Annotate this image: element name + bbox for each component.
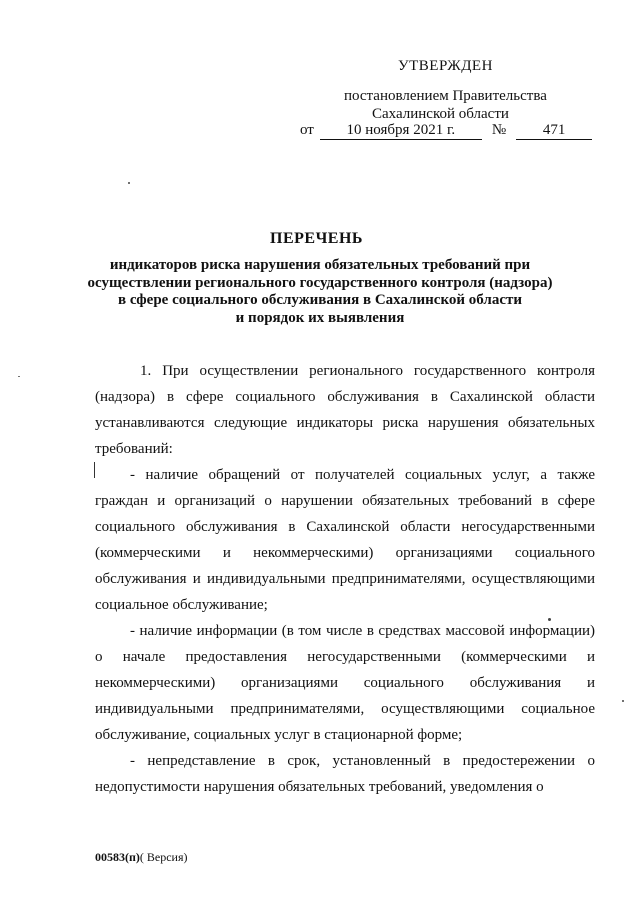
- subtitle-line: и порядок их выявления: [235, 309, 405, 326]
- paragraph-intro: 1. При осуществлении регионального государственного контроля (надзора) в сфере социального обслуживания в Сахалинской области устанавливаются следующие индикаторы риска нарушения обязательных требований:: [95, 363, 595, 457]
- scan-speck: [548, 618, 551, 621]
- approval-title: УТВЕРЖДЕН: [398, 58, 493, 74]
- approval-line-region: Сахалинской области: [372, 106, 509, 122]
- scan-speck: [18, 376, 20, 377]
- document-subtitle: [80, 257, 560, 327]
- subtitle-line: осуществлении регионального государственного контроля (надзора): [87, 274, 553, 291]
- paragraph-indicator: - наличие информации (в том числе в средствах массовой информации) о начале предоставления негосударственными (коммерческими и некоммерческими) организациями социального обслуживания и индивидуальными предпринимателями, осуществляющими социальное обслуживание, социальных услуг в стационарной форме;: [95, 623, 595, 743]
- footer-code: [95, 850, 188, 865]
- approval-date: 10 ноября 2021 г.: [320, 122, 482, 140]
- subtitle-line: в сфере социального обслуживания в Сахалинской области: [117, 292, 523, 308]
- document-code: 00583(п): [95, 850, 140, 864]
- approval-number: 471: [516, 122, 592, 140]
- number-sign: №: [491, 122, 507, 138]
- subtitle-line: индикаторов риска нарушения обязательных требований при: [109, 257, 531, 273]
- approval-date-number: [300, 122, 592, 140]
- scan-speck: [622, 700, 624, 702]
- document-version: ( Версия): [139, 850, 188, 864]
- from-label: от: [300, 122, 314, 138]
- margin-mark: [94, 462, 97, 478]
- document-title: ПЕРЕЧЕНЬ: [270, 230, 363, 247]
- paragraph-indicator: - непредставление в срок, установленный в предостережении о недопустимости нарушения обязательных требований, уведомления о: [95, 753, 595, 795]
- scan-speck: [128, 182, 130, 184]
- document-body: [95, 358, 595, 800]
- approval-line-resolution: постановлением Правительства: [344, 88, 547, 104]
- paragraph-indicator: - наличие обращений от получателей социальных услуг, а также граждан и организаций о нарушении обязательных требований в сфере социального обслуживания в Сахалинской области негосударственными (коммерческими и некоммерческими) организациями социального обслуживания и индивидуальными предпринимателями, осуществляющими социальное обслуживание;: [95, 467, 595, 613]
